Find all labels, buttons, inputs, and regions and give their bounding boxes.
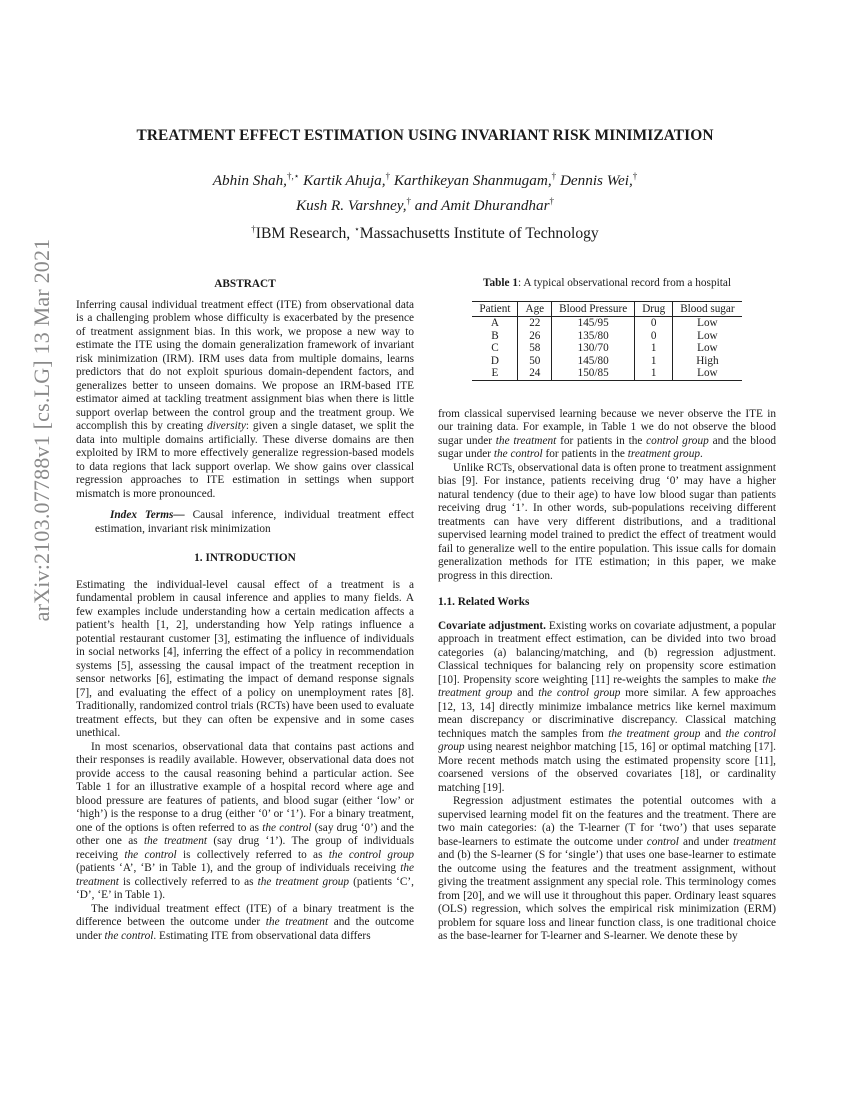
intro-paragraph-1: Estimating the individual-level causal effect of a treatment is a fundamental problem in causal inference and applies to many fields. A few examples include understanding how a certain medication affects a patient’s health [1, 2], understanding how Yelp ratings influence a potential restaurant customer [3], estimating the influence of individuals in social networks [4], inferring the effect of a policy in recommendation systems [5], assessing the causal impact of the treatment reception in sensor networks [6], estimating the impact of demand response signals [7], and evaluating the effect of a policy on unemployment rates [8]. Traditionally, randomized control trials (RCTs) have been used to evaluate treatment effects, but they can often be expensive and in some cases unethical. [76,578,414,739]
arxiv-identifier: arXiv:2103.07788v1 [cs.LG] 13 Mar 2021 [29,238,54,622]
table-header-cell: Patient [479,302,511,315]
author-name: Abhin Shah, [212,172,287,189]
abstract-text: Inferring causal individual treatment effect (ITE) from observational data is a challenging problem whose difficulty is exacerbated by the presence of treatment assignment bias. In this work, we propose a new way to estimate the ITE using the domain generalization framework of invariant risk minimization (IRM). IRM uses data from multiple domains, learns predictors that do not exploit spurious domain-dependent factors, and generalizes better to unseen domains. We propose an IRM-based ITE estimator aimed at tackling treatment assignment bias when there is little support overlap between the control group and the treatment group. We accomplish this by creating [76,298,414,432]
table-cell: C [491,342,499,354]
table-cell: 150/85 [552,367,635,380]
right-paragraph-1: from classical supervised learning because we never observe the ITE in our training data. For example, in Table 1 we do not observe the blood sugar under the treatment for patients in the control group and the blood sugar under the control for patients in the treatment group. [438,407,777,460]
regression-adjustment-paragraph: Regression adjustment estimates the potential outcomes with a supervised learning model fit on the features and the treatment. There are two main categories: (a) the T-learner (T for ‘two’) that uses separate base-learners to estimate the outcome under control and under treatment and (b) the S-learner (S for ‘single’) that uses one base-learner to estimate the outcome using the features and the treatment assignment, without giving the treatment assignment any special role. This terminology comes from [20], and we will use it throughout this paper. Ordinary least squares (OLS) regression, which solves the empirical risk minimization (ERM) problem for square loss and linear function class, is one traditional choice as the base-learner for T-learner and S-learner. We denote these by [438,795,776,942]
affiliation-mark: † [251,224,256,234]
table-cell: Low [673,317,742,330]
table-cell: 24 [518,367,552,380]
abstract-body [76,299,414,502]
table-cell: 145/80 [552,355,635,368]
intro-paragraph-3: The individual treatment effect (ITE) of a binary treatment is the difference between the outcome under the treatment and the outcome under the control. Estimating ITE from observational data differs [76,902,414,942]
affiliation-mark: ⋆ [354,224,360,234]
table-caption-text: : A typical observational record from a hospital [518,277,732,289]
table-header-cell: Drug [635,301,673,317]
author-name: Dennis Wei, [556,172,633,189]
table-cell: A [490,317,499,329]
author-line-1 [0,166,850,191]
abstract-emphasis: diversity [207,420,246,432]
table-cell: B [491,329,499,342]
right-column [438,277,776,944]
table-cell: Low [673,342,742,355]
abstract-text-tail: : given a single dataset, we split the data into multiple domains artificially. These diverse domains are then exploited by IRM to more effectively generalize regression-based models to data regions that lack support overlap. We show gains over classical regression approaches to ITE estimation in settings when support mismatch is more pronounced. [76,420,414,500]
affiliation-org: Massachusetts Institute of Technology [359,225,599,242]
author-line-2 [0,191,850,216]
related-works-heading: 1.1. Related Works [438,596,530,608]
index-terms-label: Index Terms— [110,509,185,521]
observational-record-table [472,301,741,381]
author-mark: † [549,196,555,206]
table-row [472,342,741,355]
covariate-adjustment-paragraph: Covariate adjustment. Existing works on covariate adjustment, a popular approach in treatment effect estimation, can be divided into two broad categories (a) balancing/matching, and (b) regression adjustment. Classical techniques for balancing rely on propensity score estimation [10]. Propensity score weighting [11] re-weights the samples to make the treatment group and the control group more similar. A few approaches [12, 13, 14] directly minimize imbalance metrics like kernel maximum mean discrepancy or discriminative discrepancy. Classical matching techniques match the samples from the treatment group and the control group using nearest neighbor matching [15, 16] or optimal matching [17]. More recent methods match using the estimated propensity score [11], coarsened versions of the observed covariates [18], or cardinality matching [19]. [438,619,776,794]
table-caption [438,277,776,291]
table-cell: Low [673,367,742,380]
table-header-cell: Blood Pressure [552,301,635,317]
table-caption-label: Table 1 [482,277,519,289]
table-cell: 22 [518,317,552,330]
affiliation-org: IBM Research, [255,225,355,242]
author-name: and Amit Dhurandhar [411,197,550,214]
table-cell: 145/95 [552,317,635,330]
table-cell: E [472,367,518,380]
right-paragraph-2: Unlike RCTs, observational data is often prone to treatment assignment bias [9]. For instance, patients receiving drug ‘0’ may have a higher natural tendency (due to their age) to have low blood sugar than patients receiving drug ‘1’. In other words, sub-populations receiving different treatments can have very different distributions, and a traditional supervised learning model trained to predict the effect of treatment would fail to generalize well to the entire population. This issue calls for domain generalization methods for ITE estimation; in this paper, we make progress in this direction. [438,461,776,582]
author-name: Kartik Ahuja, [299,172,386,189]
paper-title: TREATMENT EFFECT ESTIMATION USING INVARIANT RISK MINIMIZATION [136,127,714,144]
table-row [472,367,741,380]
table-row [472,317,741,330]
left-column [76,278,414,943]
table-cell: High [673,355,742,368]
author-list [0,166,850,216]
author-mark: † [551,171,557,181]
table-cell: 1 [635,367,673,380]
table-cell: 1 [635,355,673,368]
table-cell: D [490,354,499,367]
table-cell: 58 [518,342,552,355]
introduction-heading: 1. INTRODUCTION [194,552,296,564]
table-header-row [472,301,741,317]
author-name: Kush R. Varshney, [295,197,407,214]
table-cell: 0 [635,330,673,343]
affiliations [0,224,850,243]
index-terms-text: Causal inference, individual treatment effect estimation, invariant risk minimization [95,509,414,535]
author-mark: † [632,171,638,181]
table-cell: 0 [635,317,673,330]
abstract-heading: ABSTRACT [214,278,276,290]
table-cell: 1 [635,342,673,355]
author-mark: † [385,171,391,181]
table-cell: 50 [518,355,552,368]
author-mark: † [406,196,411,206]
table-row [472,330,741,343]
index-terms [76,509,414,536]
table-cell: 26 [518,330,552,343]
table-row [472,355,741,368]
author-name: Karthikeyan Shanmugam, [390,172,552,189]
table-cell: Low [673,330,742,343]
table-cell: 130/70 [552,342,635,355]
table-header-cell: Blood sugar [673,301,742,317]
author-mark: †,⋆ [286,171,300,181]
table-header-cell: Age [518,301,552,317]
table-cell: 135/80 [552,330,635,343]
intro-paragraph-2: In most scenarios, observational data that contains past actions and their responses is readily available. However, observational data does not provide access to the causal reasoning behind a particular action. See Table 1 for an illustrative example of a hospital record where age and blood pressure are features of patients, and blood sugar (either ‘low’ or ‘high’) is the response to a drug (either ‘0’ or ‘1’). For a binary treatment, one of the options is often referred to as the control (say drug ‘0’) and the other one as the treatment (say drug ‘1’). The group of individuals receiving the control is collectively referred to as the control group (patients ‘A’, ‘B’ in Table 1), and the group of individuals receiving the treatment is collectively referred to as the treatment group (patients ‘C’, ‘D’, ‘E’ in Table 1). [76,740,415,901]
covariate-adjustment-heading: Covariate adjustment. [438,619,546,632]
